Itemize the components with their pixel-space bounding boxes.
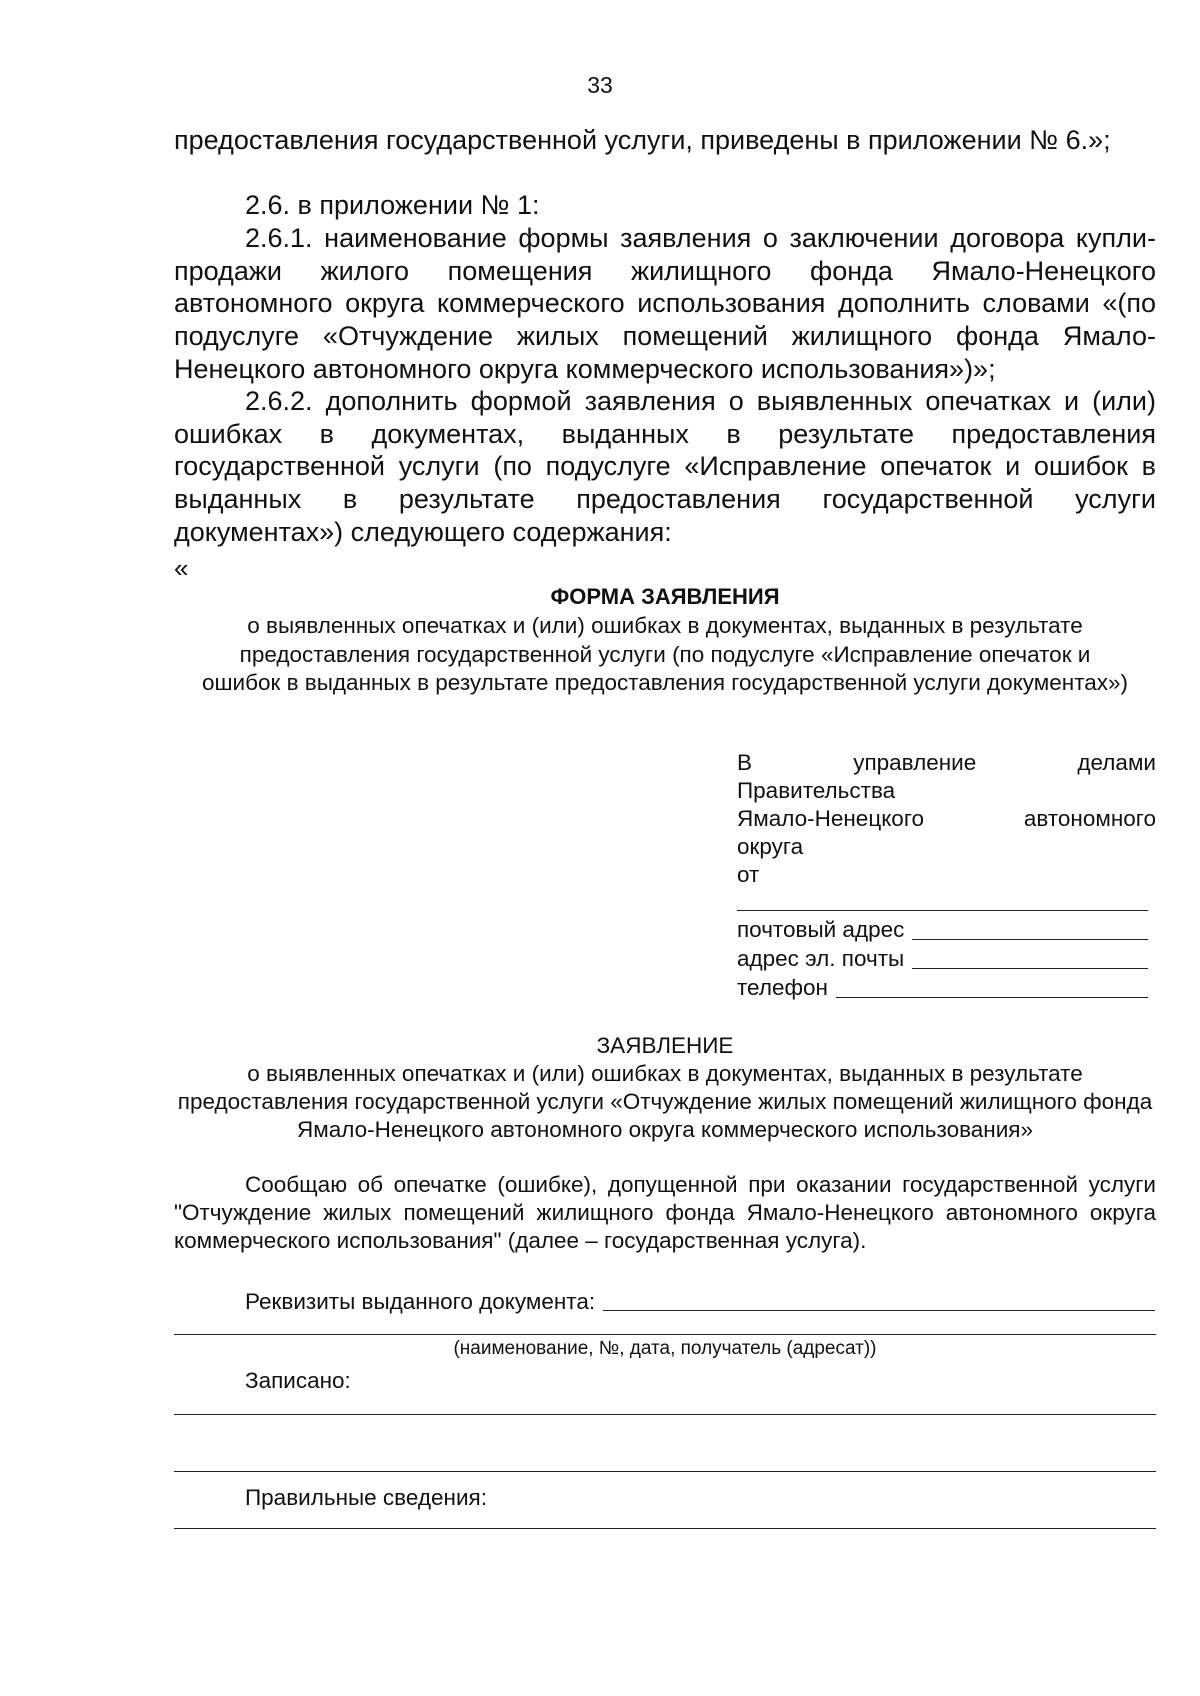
addressee-line-2: Правительства [737,778,896,803]
addressee-word-5: автономного [1023,806,1156,831]
email-label: адрес эл. почты [737,946,905,971]
addressee-from: от [737,862,760,887]
page-number: 33 [587,72,613,98]
addressee-line-4: округа [737,834,804,859]
requisites-line[interactable] [603,1290,1155,1311]
statement-title: ЗАЯВЛЕНИЕ [596,1033,734,1058]
addressee-word-2: управление [853,750,977,775]
postal-address-line[interactable] [912,919,1148,940]
written-line-1[interactable] [174,1414,1156,1415]
intro-paragraph-2-6: 2.6. в приложении № 1: [245,190,540,220]
addressee-word-4: Ямало-Ненецкого [737,806,925,831]
postal-address-field[interactable] [737,916,1148,944]
written-label: Записано: [245,1368,351,1393]
written-line-2[interactable] [174,1471,1156,1472]
email-line[interactable] [912,948,1148,969]
addressee-block [737,749,1156,889]
email-field[interactable] [737,945,1148,973]
statement-subtitle: о выявленных опечатках и (или) ошибках в документах, выданных в результате предоставления государственной услуги «Отчуждение жилых помещений жилищного фонда Ямало-Ненецкого автономного округа коммерческого использования» [177,1061,1153,1142]
requisites-caption: (наименование, №, дата, получатель (адресат)) [453,1338,877,1359]
intro-paragraph-continuation: предоставления государственной услуги, приведены в приложении № 6.»; [174,125,1111,155]
form-subtitle: о выявленных опечатках и (или) ошибках в документах, выданных в результате предоставления государственной услуги (по подуслуге «Исправление опечаток и ошибок в выданных в результате предоставления государственной услуги документах») [201,613,1129,695]
statement-body: Сообщаю об опечатке (ошибке), допущенной при оказании государственной услуги "Отчуждение жилых помещений жилищного фонда Ямало-Ненецкого автономного округа коммерческого использования" (далее – государственная услуга). [174,1172,1156,1253]
postal-address-label: почтовый адрес [737,917,905,942]
requisites-field[interactable] [245,1289,1155,1315]
phone-field[interactable] [737,974,1148,1002]
phone-label: телефон [737,975,828,1000]
phone-line[interactable] [836,977,1148,998]
correct-info-label: Правильные сведения: [245,1485,487,1510]
requisites-label: Реквизиты выданного документа: [245,1289,596,1314]
correct-info-line[interactable] [174,1528,1156,1529]
requisites-line-2[interactable] [174,1334,1156,1335]
opening-quote: « [174,553,189,583]
intro-paragraph-2-6-2: 2.6.2. дополнить формой заявления о выявленных опечатках и (или) ошибках в документах, выданных в результате предоставления государственной услуги (по подуслуге «Исправление опечаток и ошибок в выданных в результате предоставления государственной услуги документах») следующего содержания: [174,386,1156,547]
addressee-word-1: В [737,750,753,775]
form-title: ФОРМА ЗАЯВЛЕНИЯ [550,584,780,609]
intro-paragraph-2-6-1: 2.6.1. наименование формы заявления о заключении договора купли-продажи жилого помещения жилищного фонда Ямало-Ненецкого автономного округа коммерческого использования дополнить словами «(по подуслуге «Отчуждение жилых помещений жилищного фонда Ямало-Ненецкого автономного округа коммерческого использования»)»; [174,223,1156,384]
addressee-word-3: делами [1077,750,1156,775]
from-name-line[interactable] [737,910,1148,911]
